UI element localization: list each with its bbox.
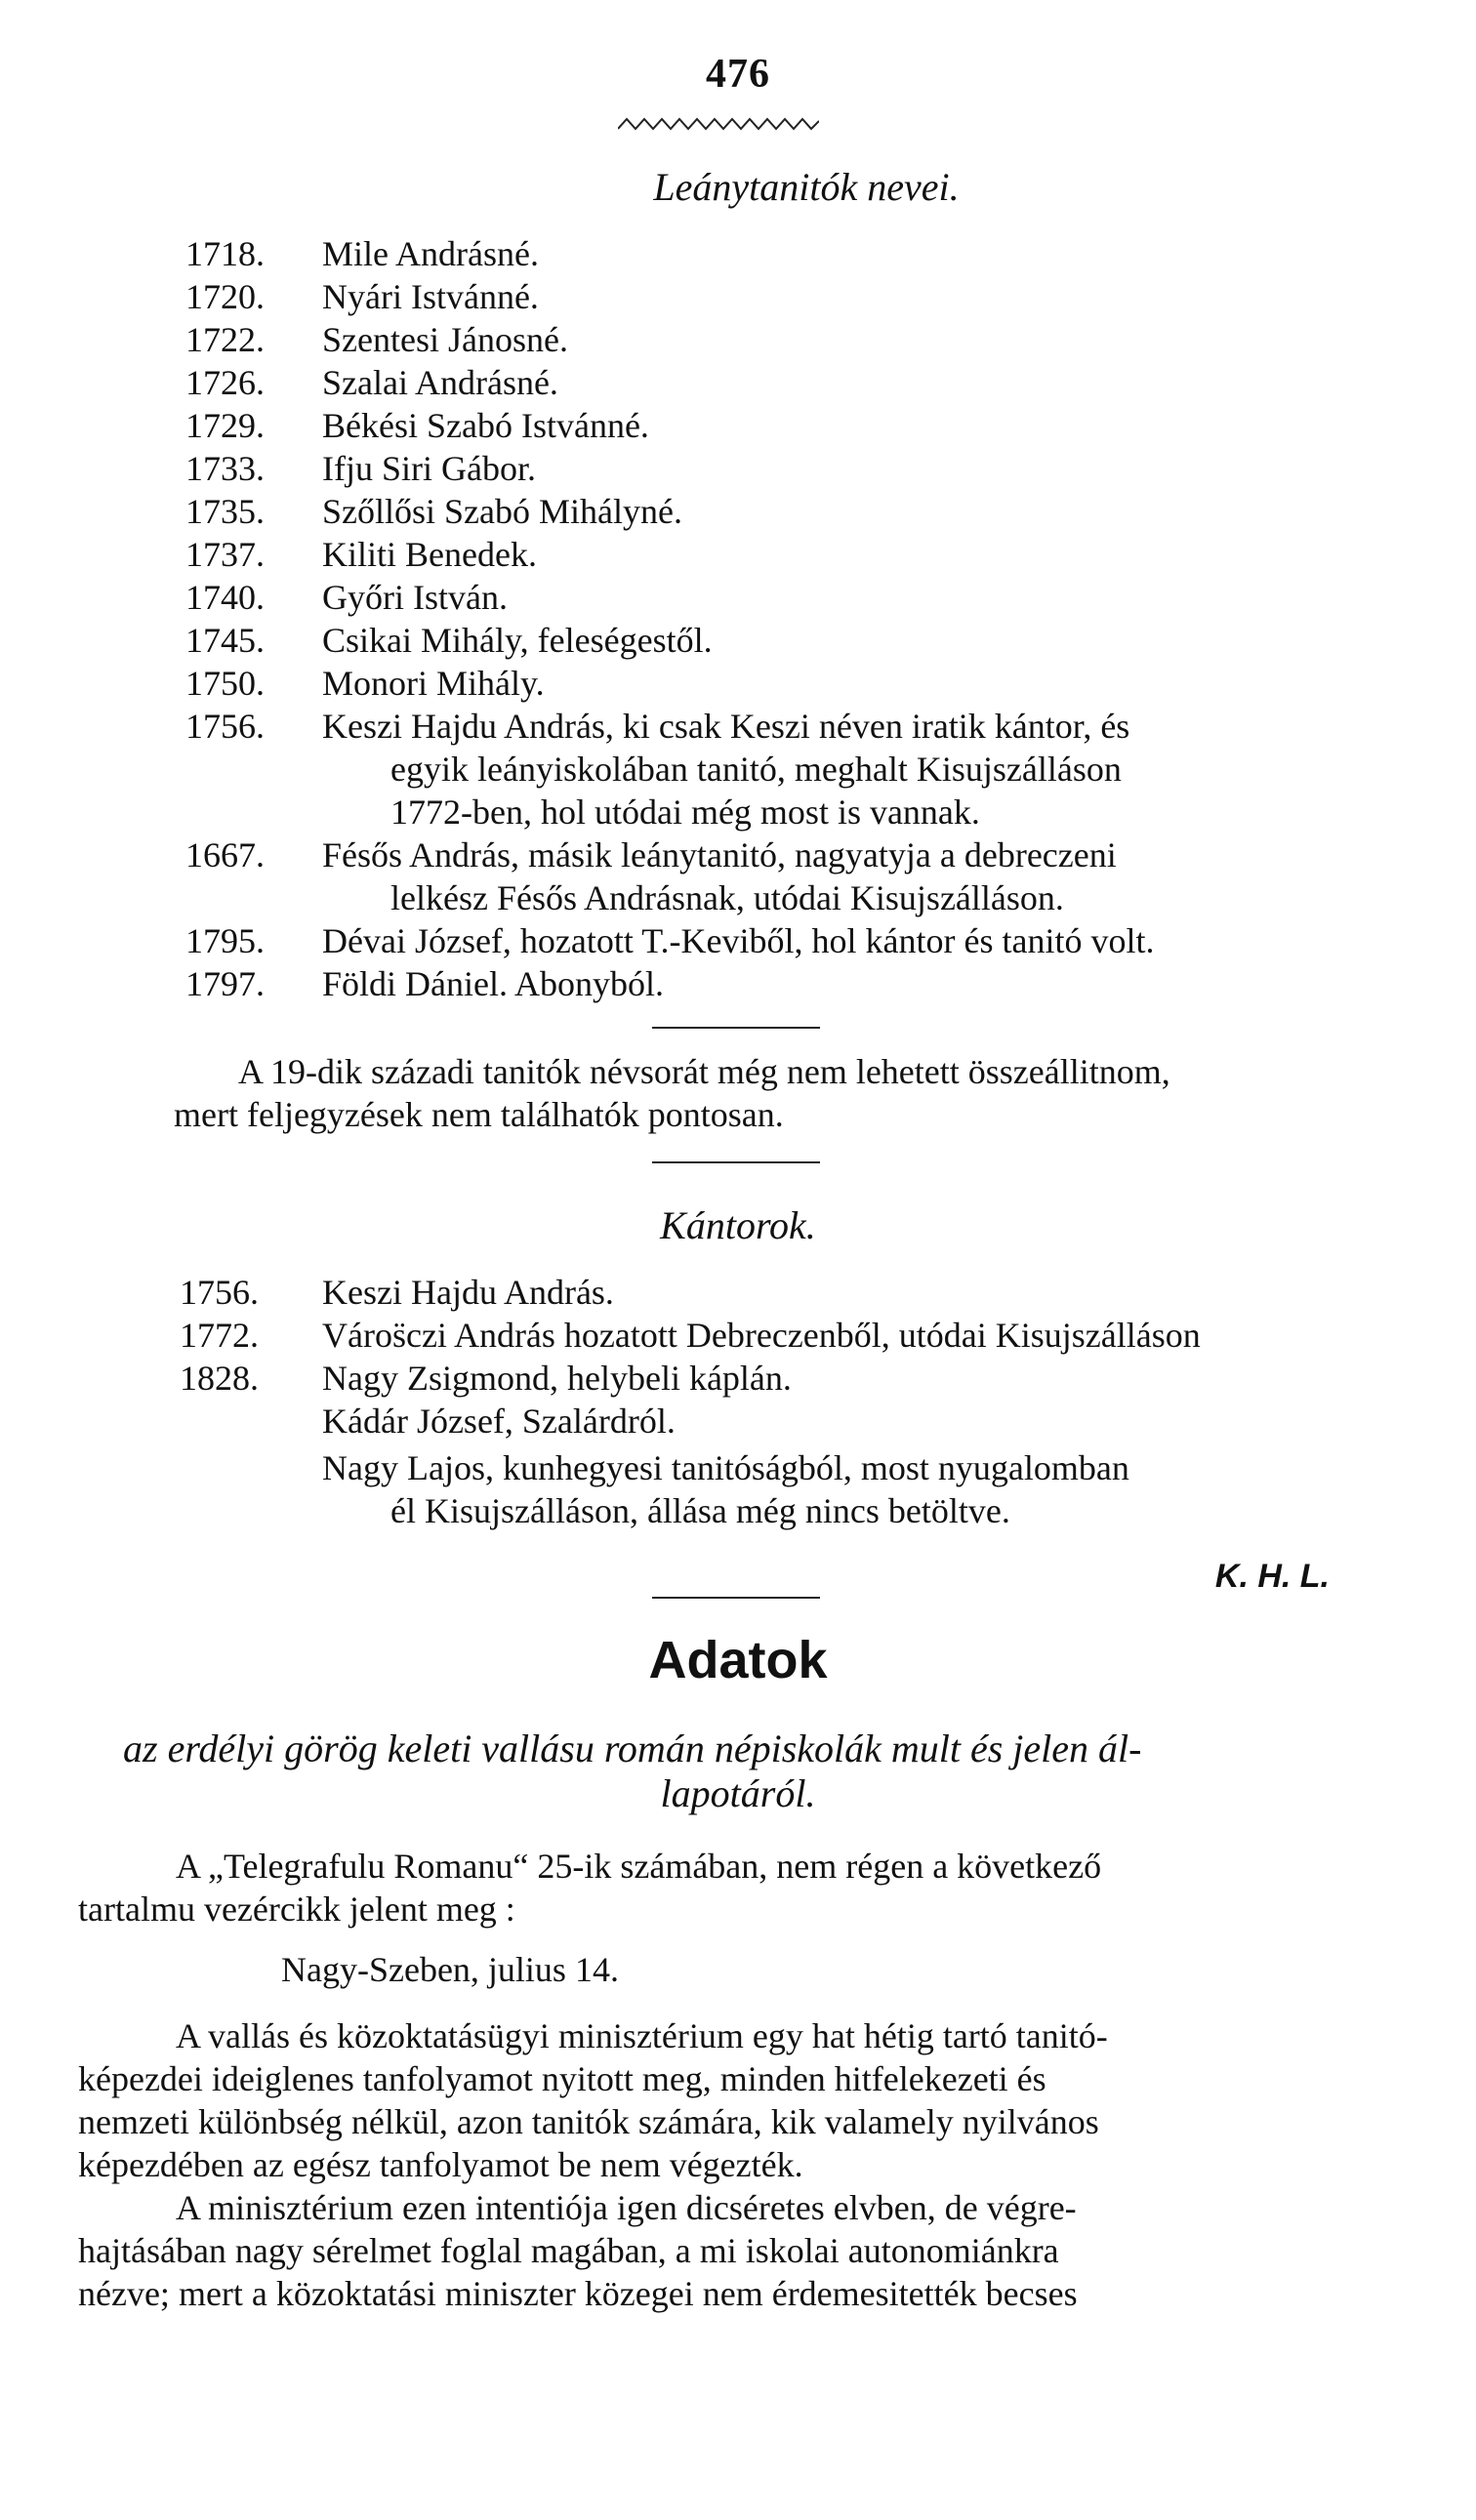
entry-continuation: egyik leányiskolában tanitó, meghalt Kisujszálláson xyxy=(390,750,1122,789)
entry-name: Földi Dániel. Abonyból. xyxy=(322,964,664,1003)
entry-year: 1718. xyxy=(185,234,265,273)
entry-year: 1667. xyxy=(185,835,265,874)
entry-name: Nyári Istvánné. xyxy=(322,277,539,316)
entry-name: Keszi Hajdu András, ki csak Keszi néven iratik kántor, és xyxy=(322,707,1130,746)
paragraph-line: nézve; mert a közoktatási miniszter közegei nem érdemesitették becses xyxy=(78,2274,1078,2313)
entry-continuation: 1772-ben, hol utódai még most is vannak. xyxy=(390,793,980,832)
entry-year: 1737. xyxy=(185,535,265,574)
entry-name: Fésős András, másik leánytanitó, nagyatyja a debreczeni xyxy=(322,835,1117,874)
entry-continuation: lelkész Fésős Andrásnak, utódai Kisujszálláson. xyxy=(390,878,1064,917)
entry-name: él Kisujszálláson, állása még nincs betöltve. xyxy=(390,1491,1010,1530)
entry-name: Szalai Andrásné. xyxy=(322,363,558,402)
entry-name: Keszi Hajdu András. xyxy=(322,1273,614,1312)
divider xyxy=(652,1597,820,1599)
note-line: A 19-dik századi tanitók névsorát még nem lehetett összeállitnom, xyxy=(238,1052,1170,1091)
divider xyxy=(652,1161,820,1163)
article-subtitle: lapotáról. xyxy=(660,1771,816,1815)
dateline: Nagy-Szeben, julius 14. xyxy=(281,1950,619,1989)
paragraph-line: tartalmu vezércikk jelent meg : xyxy=(78,1890,515,1929)
entry-name: Győri István. xyxy=(322,578,508,617)
entry-name: Ifju Siri Gábor. xyxy=(322,449,536,488)
paragraph-line: A minisztérium ezen intentiója igen dicséretes elvben, de végre- xyxy=(176,2188,1077,2227)
ornament-zigzag xyxy=(618,115,819,133)
paragraph-line: képezdében az egész tanfolyamot be nem végezték. xyxy=(78,2145,803,2184)
entry-name: Kiliti Benedek. xyxy=(322,535,537,574)
section-title-teachers: Leánytanitók nevei. xyxy=(653,165,960,209)
article-heading: Adatok xyxy=(648,1631,828,1689)
divider xyxy=(652,1027,820,1029)
article-subtitle: az erdélyi görög keleti vallásu román népiskolák mult és jelen ál- xyxy=(123,1727,1142,1770)
entry-name: Szentesi Jánosné. xyxy=(322,320,568,359)
entry-name: Szőllősi Szabó Mihályné. xyxy=(322,492,682,531)
paragraph-line: nemzeti különbség nélkül, azon tanitók számára, kik valamely nyilvános xyxy=(78,2102,1099,2141)
entry-name: Nagy Zsigmond, helybeli káplán. xyxy=(322,1359,792,1398)
entry-name: Mile Andrásné. xyxy=(322,234,539,273)
entry-year: 1733. xyxy=(185,449,265,488)
entry-name: Kádár József, Szalárdról. xyxy=(322,1402,676,1441)
paragraph-line: A „Telegrafulu Romanu“ 25-ik számában, nem régen a következő xyxy=(176,1847,1102,1886)
entry-year: 1756. xyxy=(185,707,265,746)
entry-year: 1797. xyxy=(185,964,265,1003)
entry-year: 1745. xyxy=(185,621,265,660)
paragraph-line: A vallás és közoktatásügyi minisztérium egy hat hétig tartó tanitó- xyxy=(176,2016,1108,2055)
entry-year: 1722. xyxy=(185,320,265,359)
note-line: mert feljegyzések nem találhatók pontosan. xyxy=(174,1095,784,1134)
entry-name: Város̈czi András hozatott Debreczenből, utódai Kisujszálláson xyxy=(322,1316,1201,1355)
paragraph-line: képezdei ideiglenes tanfolyamot nyitott meg, minden hitfelekezeti és xyxy=(78,2059,1046,2098)
entry-year: 1795. xyxy=(185,921,265,960)
entry-year: 1740. xyxy=(185,578,265,617)
entry-year: 1726. xyxy=(185,363,265,402)
entry-year: 1735. xyxy=(185,492,265,531)
section-title-cantors: Kántorok. xyxy=(660,1203,816,1247)
entry-year: 1828. xyxy=(180,1359,259,1398)
entry-name: Csikai Mihály, feleségestől. xyxy=(322,621,713,660)
entry-year: 1772. xyxy=(180,1316,259,1355)
entry-name: Monori Mihály. xyxy=(322,664,545,703)
signature: K. H. L. xyxy=(1214,1558,1330,1595)
entry-year: 1756. xyxy=(180,1273,259,1312)
entry-name: Nagy Lajos, kunhegyesi tanitóságból, most nyugalomban xyxy=(322,1448,1129,1487)
entry-year: 1720. xyxy=(185,277,265,316)
page-number: 476 xyxy=(706,52,770,97)
entry-year: 1750. xyxy=(185,664,265,703)
paragraph-line: hajtásában nagy sérelmet foglal magában, a mi iskolai autonomiánkra xyxy=(78,2231,1059,2270)
entry-name: Dévai József, hozatott T.-Keviből, hol kántor és tanitó volt. xyxy=(322,921,1155,960)
entry-name: Békési Szabó Istvánné. xyxy=(322,406,649,445)
entry-year: 1729. xyxy=(185,406,265,445)
